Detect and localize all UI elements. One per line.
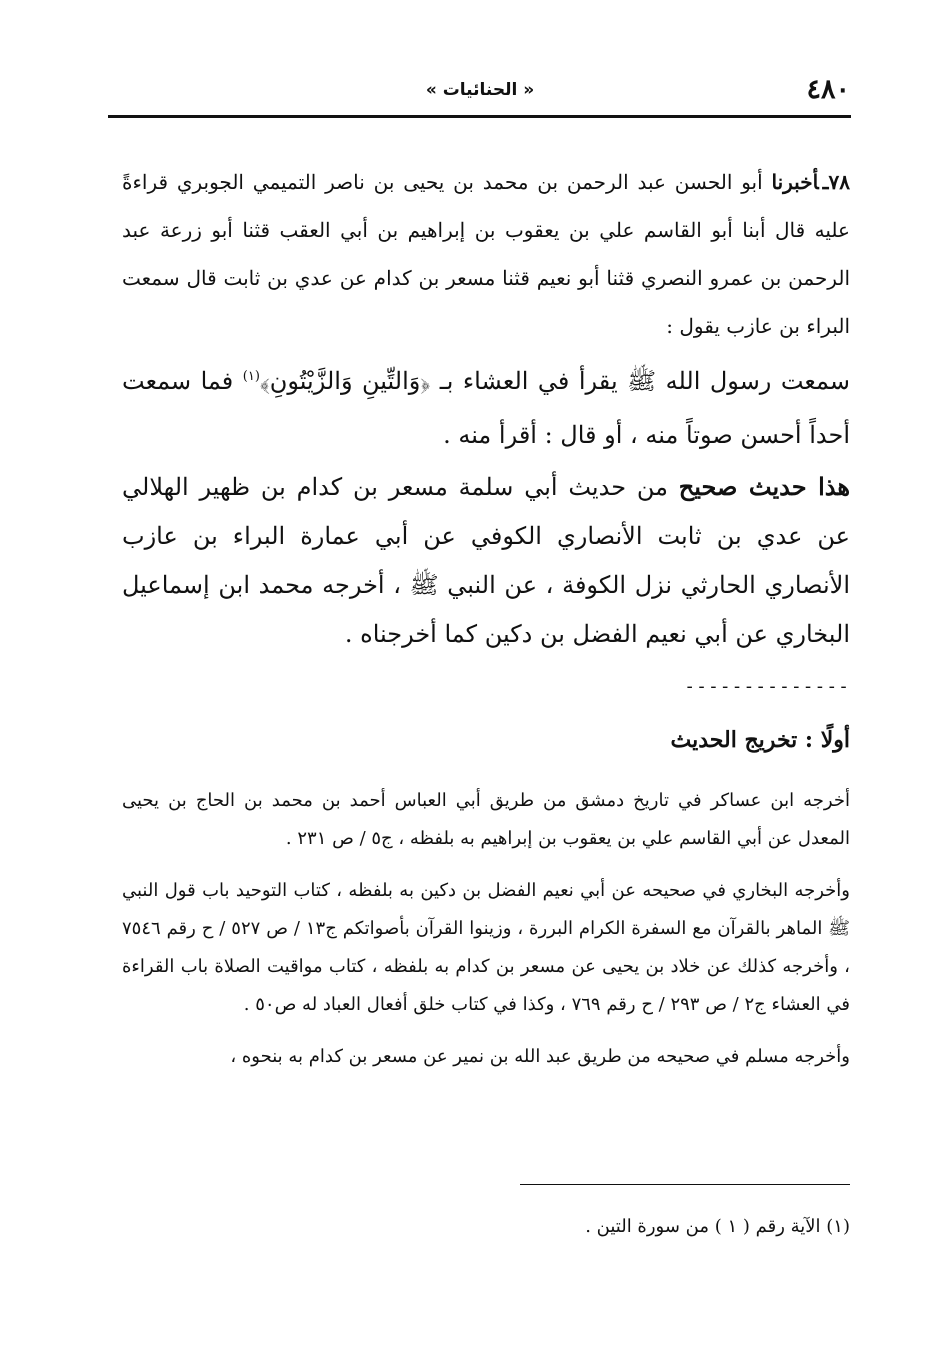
hadith-78 — [122, 158, 850, 659]
commentary-text: من حديث أبي سلمة مسعر بن كدام بن ظهير الهلالي عن عدي بن ثابت الأنصاري الكوفي عن أبي عمارة البراء بن عازب الأنصاري الحارثي نزل الكوفة ، عن النبي ﷺ ، أخرجه محمد ابن إسماعيل البخاري عن أبي نعيم الفضل بن دكين كما أخرجناه . — [122, 473, 850, 648]
takhrij-heading: أولًا : تخريج الحديث — [670, 727, 850, 753]
matn-text-before: سمعت رسول الله ﷺ يقرأ في العشاء بـ ﴿وَالتِّينِ وَالزَّيْتُونِ﴾ — [259, 367, 850, 395]
hadith-opening-word: أخبرنا — [771, 170, 819, 194]
takhrij-paragraph: وأخرجه مسلم في صحيحه من طريق عبد الله بن نمير عن مسعر بن كدام به بنحوه ، — [230, 1046, 850, 1067]
commentary-lead: هذا حديث صحيح — [678, 472, 850, 501]
page-header — [110, 74, 850, 114]
page-number: ٤٨٠ — [806, 74, 850, 105]
footnote-rule — [520, 1184, 850, 1185]
hadith-matn — [122, 350, 850, 462]
running-title: « الحنائيات » — [425, 80, 535, 100]
matn-text-after: فما سمعت أحداً أحسن صوتاً منه ، أو قال : أقرأ منه . — [122, 367, 850, 449]
dashed-separator: -------------- — [684, 676, 850, 697]
hadith-number: ٧٨ـ — [822, 170, 850, 194]
takhrij-section — [122, 782, 850, 1090]
hadith-commentary — [122, 462, 850, 659]
footnote: (١) الآية رقم ( ١ ) من سورة التين . — [585, 1216, 850, 1237]
isnad-text: أبو الحسن عبد الرحمن بن محمد بن يحيى بن ناصر التميمي الجوبري قراءةً عليه قال أبنا أبو القاسم علي بن يعقوب بن إبراهيم بن أبي العقب قثنا أبو زرعة عبد الرحمن بن عمرو النصري قثنا أبو نعيم قثنا مسعر بن كدام عن عدي بن ثابت قال سمعت البراء بن عازب يقول : — [122, 170, 850, 338]
header-rule — [108, 115, 851, 118]
footnote-reference: (١) — [242, 369, 260, 384]
takhrij-paragraph: وأخرجه البخاري في صحيحه عن أبي نعيم الفضل بن دكين به بلفظه ، كتاب التوحيد باب قول النبي ﷺ الماهر بالقرآن مع السفرة الكرام البررة ، وزينوا القرآن بأصواتكم ج١٣ / ص ٥٢٧ / ح رقم ٧٥٤٦ ، وأخرجه كذلك عن خلاد بن يحيى عن مسعر بن كدام به بلفظه ، كتاب مواقيت الصلاة باب القراءة في العشاء ج٢ / ص ٢٩٣ / ح رقم ٧٦٩ ، وكذا في كتاب خلق أفعال العباد له ص٥٠ . — [122, 880, 850, 1015]
takhrij-paragraph: أخرجه ابن عساكر في تاريخ دمشق من طريق أبي العباس أحمد بن محمد بن الحاج بن يحيى المعدل عن أبي القاسم علي بن يعقوب بن إبراهيم به بلفظه ، ج٥ / ص ٢٣١ . — [122, 790, 850, 849]
hadith-isnad — [122, 158, 850, 350]
